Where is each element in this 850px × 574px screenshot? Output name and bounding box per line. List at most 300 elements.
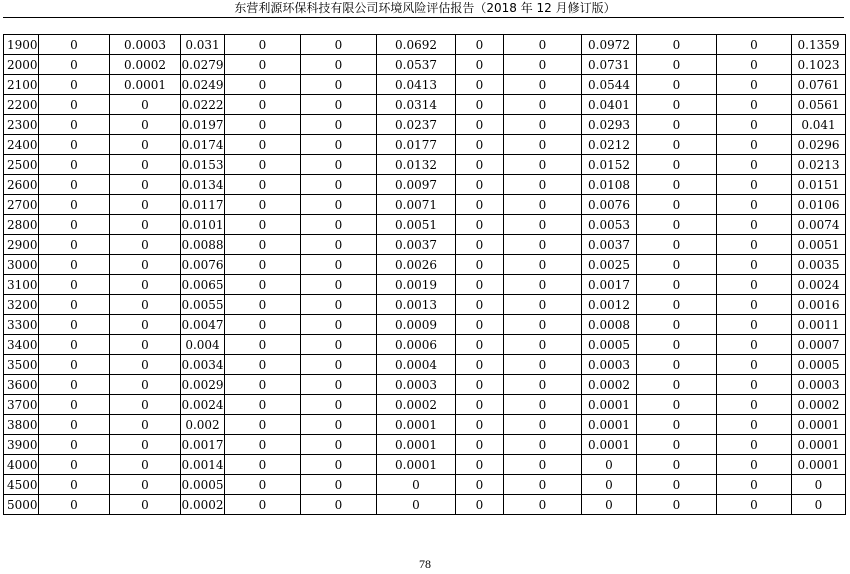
table-cell: 0.0108 (582, 175, 637, 195)
table-cell: 0.0314 (377, 95, 456, 115)
table-cell: 0.0076 (582, 195, 637, 215)
table-cell: 0 (637, 275, 717, 295)
table-cell: 0 (110, 155, 181, 175)
table-cell: 0 (225, 295, 301, 315)
table-cell: 0 (456, 335, 504, 355)
table-cell: 0 (301, 335, 377, 355)
table-cell: 0 (39, 115, 110, 135)
distance-cell: 2500 (4, 155, 39, 175)
table-cell: 0.0401 (582, 95, 637, 115)
table-cell: 0 (110, 315, 181, 335)
table-cell: 0 (717, 155, 792, 175)
table-cell: 0 (717, 435, 792, 455)
table-cell: 0 (717, 215, 792, 235)
table-cell: 0 (504, 295, 582, 315)
table-cell: 0.0076 (181, 255, 225, 275)
table-cell: 0.0003 (377, 375, 456, 395)
table-cell: 0 (39, 435, 110, 455)
table-cell: 0 (110, 255, 181, 275)
table-cell: 0 (110, 115, 181, 135)
table-cell: 0.004 (181, 335, 225, 355)
table-cell: 0 (717, 275, 792, 295)
table-cell: 0.0972 (582, 35, 637, 55)
table-cell: 0.0005 (792, 355, 846, 375)
table-cell: 0.0731 (582, 55, 637, 75)
table-cell: 0 (456, 155, 504, 175)
table-cell: 0.0008 (582, 315, 637, 335)
table-cell: 0 (582, 455, 637, 475)
table-cell: 0 (717, 135, 792, 155)
table-cell: 0 (637, 235, 717, 255)
table-cell: 0 (39, 495, 110, 515)
table-cell: 0 (39, 395, 110, 415)
table-cell: 0 (637, 395, 717, 415)
table-cell: 0.0001 (792, 435, 846, 455)
table-cell: 0.0002 (792, 395, 846, 415)
table-cell: 0 (717, 315, 792, 335)
distance-cell: 1900 (4, 35, 39, 55)
distance-cell: 2300 (4, 115, 39, 135)
table-cell: 0 (39, 135, 110, 155)
table-cell: 0 (110, 135, 181, 155)
table-cell: 0.0002 (110, 55, 181, 75)
table-cell: 0 (637, 215, 717, 235)
table-cell: 0 (301, 395, 377, 415)
table-cell: 0.1359 (792, 35, 846, 55)
table-cell: 0 (637, 95, 717, 115)
table-cell: 0 (456, 95, 504, 115)
table-row (4, 495, 846, 515)
table-cell: 0 (504, 155, 582, 175)
table-cell: 0 (301, 455, 377, 475)
table-row (4, 115, 846, 135)
table-cell: 0 (504, 495, 582, 515)
distance-cell: 3000 (4, 255, 39, 275)
table-cell: 0 (637, 75, 717, 95)
page-number: 78 (419, 557, 431, 571)
table-cell: 0 (301, 215, 377, 235)
table-cell: 0 (110, 415, 181, 435)
table-cell: 0 (456, 395, 504, 415)
table-cell: 0 (110, 355, 181, 375)
table-cell: 0 (110, 95, 181, 115)
table-cell: 0 (225, 335, 301, 355)
table-cell: 0.0002 (377, 395, 456, 415)
table-cell: 0.0001 (377, 435, 456, 455)
table-cell: 0.0037 (582, 235, 637, 255)
distance-cell: 2100 (4, 75, 39, 95)
table-cell: 0.002 (181, 415, 225, 435)
table-cell: 0.0004 (377, 355, 456, 375)
table-row (4, 435, 846, 455)
table-cell: 0 (637, 315, 717, 335)
table-cell: 0 (637, 375, 717, 395)
table-cell: 0 (637, 415, 717, 435)
table-cell: 0 (39, 275, 110, 295)
table-cell: 0 (110, 455, 181, 475)
document-header: 东营利源环保科技有限公司环境风险评估报告（2018 年 12 月修订版） (234, 1, 616, 15)
table-cell: 0.0537 (377, 55, 456, 75)
table-cell: 0 (301, 95, 377, 115)
table-cell: 0.0212 (582, 135, 637, 155)
table-cell: 0 (225, 375, 301, 395)
table-cell: 0 (39, 195, 110, 215)
table-cell: 0 (39, 335, 110, 355)
distance-cell: 2000 (4, 55, 39, 75)
table-cell: 0 (504, 355, 582, 375)
table-row (4, 355, 846, 375)
table-cell: 0 (637, 195, 717, 215)
table-cell: 0 (637, 295, 717, 315)
table-cell: 0.041 (792, 115, 846, 135)
table-cell: 0 (301, 195, 377, 215)
table-cell: 0.0001 (582, 395, 637, 415)
table-cell: 0.0051 (792, 235, 846, 255)
table-cell: 0.0012 (582, 295, 637, 315)
table-cell: 0 (637, 135, 717, 155)
table-cell: 0 (637, 455, 717, 475)
table-cell: 0 (456, 235, 504, 255)
table-row (4, 455, 846, 475)
table-cell: 0 (792, 495, 846, 515)
distance-cell: 2900 (4, 235, 39, 255)
table-cell: 0.0001 (377, 415, 456, 435)
table-cell: 0 (225, 215, 301, 235)
table-cell: 0.0001 (377, 455, 456, 475)
table-cell: 0.0088 (181, 235, 225, 255)
table-row (4, 255, 846, 275)
table-cell: 0.0106 (792, 195, 846, 215)
distance-cell: 2800 (4, 215, 39, 235)
table-cell: 0 (110, 375, 181, 395)
table-cell: 0 (301, 415, 377, 435)
table-cell: 0 (301, 475, 377, 495)
table-row (4, 315, 846, 335)
table-cell: 0 (456, 215, 504, 235)
table-cell: 0 (456, 115, 504, 135)
table-cell: 0 (225, 95, 301, 115)
table-cell: 0 (637, 435, 717, 455)
table-cell: 0.0101 (181, 215, 225, 235)
table-row (4, 475, 846, 495)
table-cell: 0 (225, 235, 301, 255)
table-cell: 0 (637, 155, 717, 175)
table-cell: 0.0003 (792, 375, 846, 395)
table-cell: 0 (456, 195, 504, 215)
table-cell: 0.0024 (181, 395, 225, 415)
table-cell: 0.0002 (181, 495, 225, 515)
table-cell: 0 (504, 415, 582, 435)
table-cell: 0 (39, 55, 110, 75)
table-cell: 0.0006 (377, 335, 456, 355)
table-cell: 0 (504, 375, 582, 395)
table-cell: 0 (301, 435, 377, 455)
table-cell: 0 (456, 35, 504, 55)
table-cell: 0.0097 (377, 175, 456, 195)
table-cell: 0 (39, 295, 110, 315)
table-row (4, 95, 846, 115)
table-cell: 0 (301, 135, 377, 155)
table-cell: 0 (456, 175, 504, 195)
table-row (4, 215, 846, 235)
table-cell: 0.0134 (181, 175, 225, 195)
table-cell: 0.0011 (792, 315, 846, 335)
table-row (4, 35, 846, 55)
table-cell: 0 (110, 235, 181, 255)
table-cell: 0 (717, 235, 792, 255)
table-cell: 0.0153 (181, 155, 225, 175)
table-cell: 0 (792, 475, 846, 495)
table-body (4, 35, 846, 515)
table-cell: 0.0001 (110, 75, 181, 95)
table-cell: 0 (301, 275, 377, 295)
table-cell: 0.0177 (377, 135, 456, 155)
table-cell: 0 (717, 75, 792, 95)
table-cell: 0 (504, 475, 582, 495)
table-row (4, 55, 846, 75)
table-cell: 0 (225, 75, 301, 95)
table-cell: 0 (225, 255, 301, 275)
table-cell: 0.0005 (181, 475, 225, 495)
table-cell: 0 (637, 495, 717, 515)
table-cell: 0 (39, 355, 110, 375)
table-cell: 0.0197 (181, 115, 225, 135)
table-cell: 0 (504, 455, 582, 475)
table-cell: 0.0019 (377, 275, 456, 295)
header-rule (3, 17, 844, 18)
table-cell: 0 (39, 375, 110, 395)
table-cell: 0.0003 (582, 355, 637, 375)
distance-cell: 2700 (4, 195, 39, 215)
table-cell: 0.0544 (582, 75, 637, 95)
table-cell: 0 (717, 35, 792, 55)
table-cell: 0.0151 (792, 175, 846, 195)
table-cell: 0 (225, 435, 301, 455)
table-cell: 0.0296 (792, 135, 846, 155)
table-cell: 0 (225, 195, 301, 215)
table-cell: 0 (504, 275, 582, 295)
table-cell: 0.0003 (110, 35, 181, 55)
distance-cell: 2200 (4, 95, 39, 115)
table-cell: 0 (225, 155, 301, 175)
table-cell: 0 (456, 315, 504, 335)
table-cell: 0 (39, 175, 110, 195)
table-cell: 0 (637, 475, 717, 495)
table-cell: 0.0014 (181, 455, 225, 475)
table-cell: 0 (717, 495, 792, 515)
table-cell: 0 (39, 255, 110, 275)
table-cell: 0.031 (181, 35, 225, 55)
table-cell: 0 (582, 475, 637, 495)
table-cell: 0 (301, 495, 377, 515)
table-cell: 0 (504, 255, 582, 275)
table-cell: 0.0413 (377, 75, 456, 95)
distance-cell: 2600 (4, 175, 39, 195)
table-cell: 0 (39, 315, 110, 335)
table-cell: 0 (39, 155, 110, 175)
table-cell: 0 (504, 235, 582, 255)
table-cell: 0 (110, 175, 181, 195)
table-cell: 0 (504, 395, 582, 415)
table-cell: 0 (504, 435, 582, 455)
table-cell: 0.0761 (792, 75, 846, 95)
table-cell: 0 (39, 415, 110, 435)
table-cell: 0.0025 (582, 255, 637, 275)
table-cell: 0.0037 (377, 235, 456, 255)
table-cell: 0 (637, 55, 717, 75)
table-cell: 0.0237 (377, 115, 456, 135)
table-cell: 0 (225, 415, 301, 435)
table-cell: 0 (110, 335, 181, 355)
table-cell: 0.0017 (582, 275, 637, 295)
table-row (4, 195, 846, 215)
table-cell: 0.0001 (582, 415, 637, 435)
distance-cell: 3900 (4, 435, 39, 455)
table-cell: 0 (637, 175, 717, 195)
table-cell: 0 (504, 335, 582, 355)
table-cell: 0 (456, 135, 504, 155)
table-cell: 0 (39, 235, 110, 255)
table-cell: 0 (717, 295, 792, 315)
distance-cell: 3700 (4, 395, 39, 415)
table-cell: 0 (110, 275, 181, 295)
table-cell: 0.0005 (582, 335, 637, 355)
distance-cell: 2400 (4, 135, 39, 155)
distance-cell: 3800 (4, 415, 39, 435)
table-cell: 0.0132 (377, 155, 456, 175)
table-cell: 0 (301, 375, 377, 395)
table-cell: 0.0213 (792, 155, 846, 175)
table-cell: 0 (39, 95, 110, 115)
table-cell: 0 (456, 55, 504, 75)
table-cell: 0 (717, 175, 792, 195)
table-cell: 0 (377, 475, 456, 495)
table-cell: 0 (456, 275, 504, 295)
table-cell: 0 (504, 215, 582, 235)
table-cell: 0.0029 (181, 375, 225, 395)
table-cell: 0 (637, 355, 717, 375)
table-cell: 0 (717, 375, 792, 395)
table-cell: 0 (225, 475, 301, 495)
table-cell: 0 (301, 355, 377, 375)
table-cell: 0 (225, 355, 301, 375)
table-cell: 0.0152 (582, 155, 637, 175)
table-cell: 0 (39, 35, 110, 55)
table-cell: 0 (717, 395, 792, 415)
table-row (4, 75, 846, 95)
table-cell: 0 (110, 435, 181, 455)
table-cell: 0 (717, 115, 792, 135)
table-cell: 0 (456, 355, 504, 375)
table-cell: 0.0174 (181, 135, 225, 155)
table-row (4, 335, 846, 355)
table-cell: 0 (456, 475, 504, 495)
table-cell: 0.0024 (792, 275, 846, 295)
table-cell: 0.0017 (181, 435, 225, 455)
table-row (4, 275, 846, 295)
table-cell: 0.0016 (792, 295, 846, 315)
table-cell: 0 (301, 75, 377, 95)
table-cell: 0.0561 (792, 95, 846, 115)
table-cell: 0 (39, 215, 110, 235)
table-cell: 0 (39, 75, 110, 95)
table-cell: 0.0009 (377, 315, 456, 335)
table-cell: 0 (637, 255, 717, 275)
table-cell: 0.0001 (582, 435, 637, 455)
table-cell: 0 (717, 335, 792, 355)
distance-cell: 3600 (4, 375, 39, 395)
table-cell: 0 (504, 315, 582, 335)
table-cell: 0.0013 (377, 295, 456, 315)
table-cell: 0.0222 (181, 95, 225, 115)
data-table (3, 34, 846, 515)
table-cell: 0 (225, 35, 301, 55)
table-cell: 0.0001 (792, 455, 846, 475)
table-cell: 0 (717, 355, 792, 375)
table-cell: 0.0279 (181, 55, 225, 75)
table-cell: 0.0051 (377, 215, 456, 235)
table-cell: 0 (301, 175, 377, 195)
table-cell: 0 (110, 215, 181, 235)
table-cell: 0.0026 (377, 255, 456, 275)
table-cell: 0 (717, 415, 792, 435)
table-cell: 0.0117 (181, 195, 225, 215)
table-cell: 0 (637, 335, 717, 355)
table-cell: 0 (110, 475, 181, 495)
table-row (4, 175, 846, 195)
table-cell: 0.0055 (181, 295, 225, 315)
distance-cell: 3100 (4, 275, 39, 295)
table-cell: 0.0071 (377, 195, 456, 215)
table-cell: 0 (456, 255, 504, 275)
table-cell: 0 (110, 495, 181, 515)
table-cell: 0 (717, 55, 792, 75)
table-cell: 0 (717, 255, 792, 275)
distance-cell: 3400 (4, 335, 39, 355)
table-cell: 0 (504, 195, 582, 215)
table-cell: 0 (456, 375, 504, 395)
table-cell: 0 (110, 395, 181, 415)
table-cell: 0 (504, 95, 582, 115)
table-cell: 0 (225, 315, 301, 335)
table-row (4, 235, 846, 255)
table-cell: 0 (504, 175, 582, 195)
table-cell: 0 (225, 455, 301, 475)
table-cell: 0 (456, 415, 504, 435)
table-cell: 0 (637, 115, 717, 135)
table-cell: 0 (582, 495, 637, 515)
table-cell: 0 (301, 315, 377, 335)
table-cell: 0 (504, 135, 582, 155)
table-cell: 0.0001 (792, 415, 846, 435)
table-cell: 0 (301, 55, 377, 75)
table-cell: 0 (225, 135, 301, 155)
table-cell: 0 (301, 155, 377, 175)
table-cell: 0 (456, 495, 504, 515)
table-cell: 0 (301, 255, 377, 275)
distance-cell: 4000 (4, 455, 39, 475)
table-cell: 0.0007 (792, 335, 846, 355)
table-cell: 0 (456, 455, 504, 475)
distance-cell: 3500 (4, 355, 39, 375)
table-cell: 0.0293 (582, 115, 637, 135)
table-cell: 0.0065 (181, 275, 225, 295)
table-cell: 0 (225, 55, 301, 75)
distance-cell: 3300 (4, 315, 39, 335)
table-cell: 0 (504, 55, 582, 75)
table-cell: 0 (110, 295, 181, 315)
table-cell: 0 (225, 115, 301, 135)
